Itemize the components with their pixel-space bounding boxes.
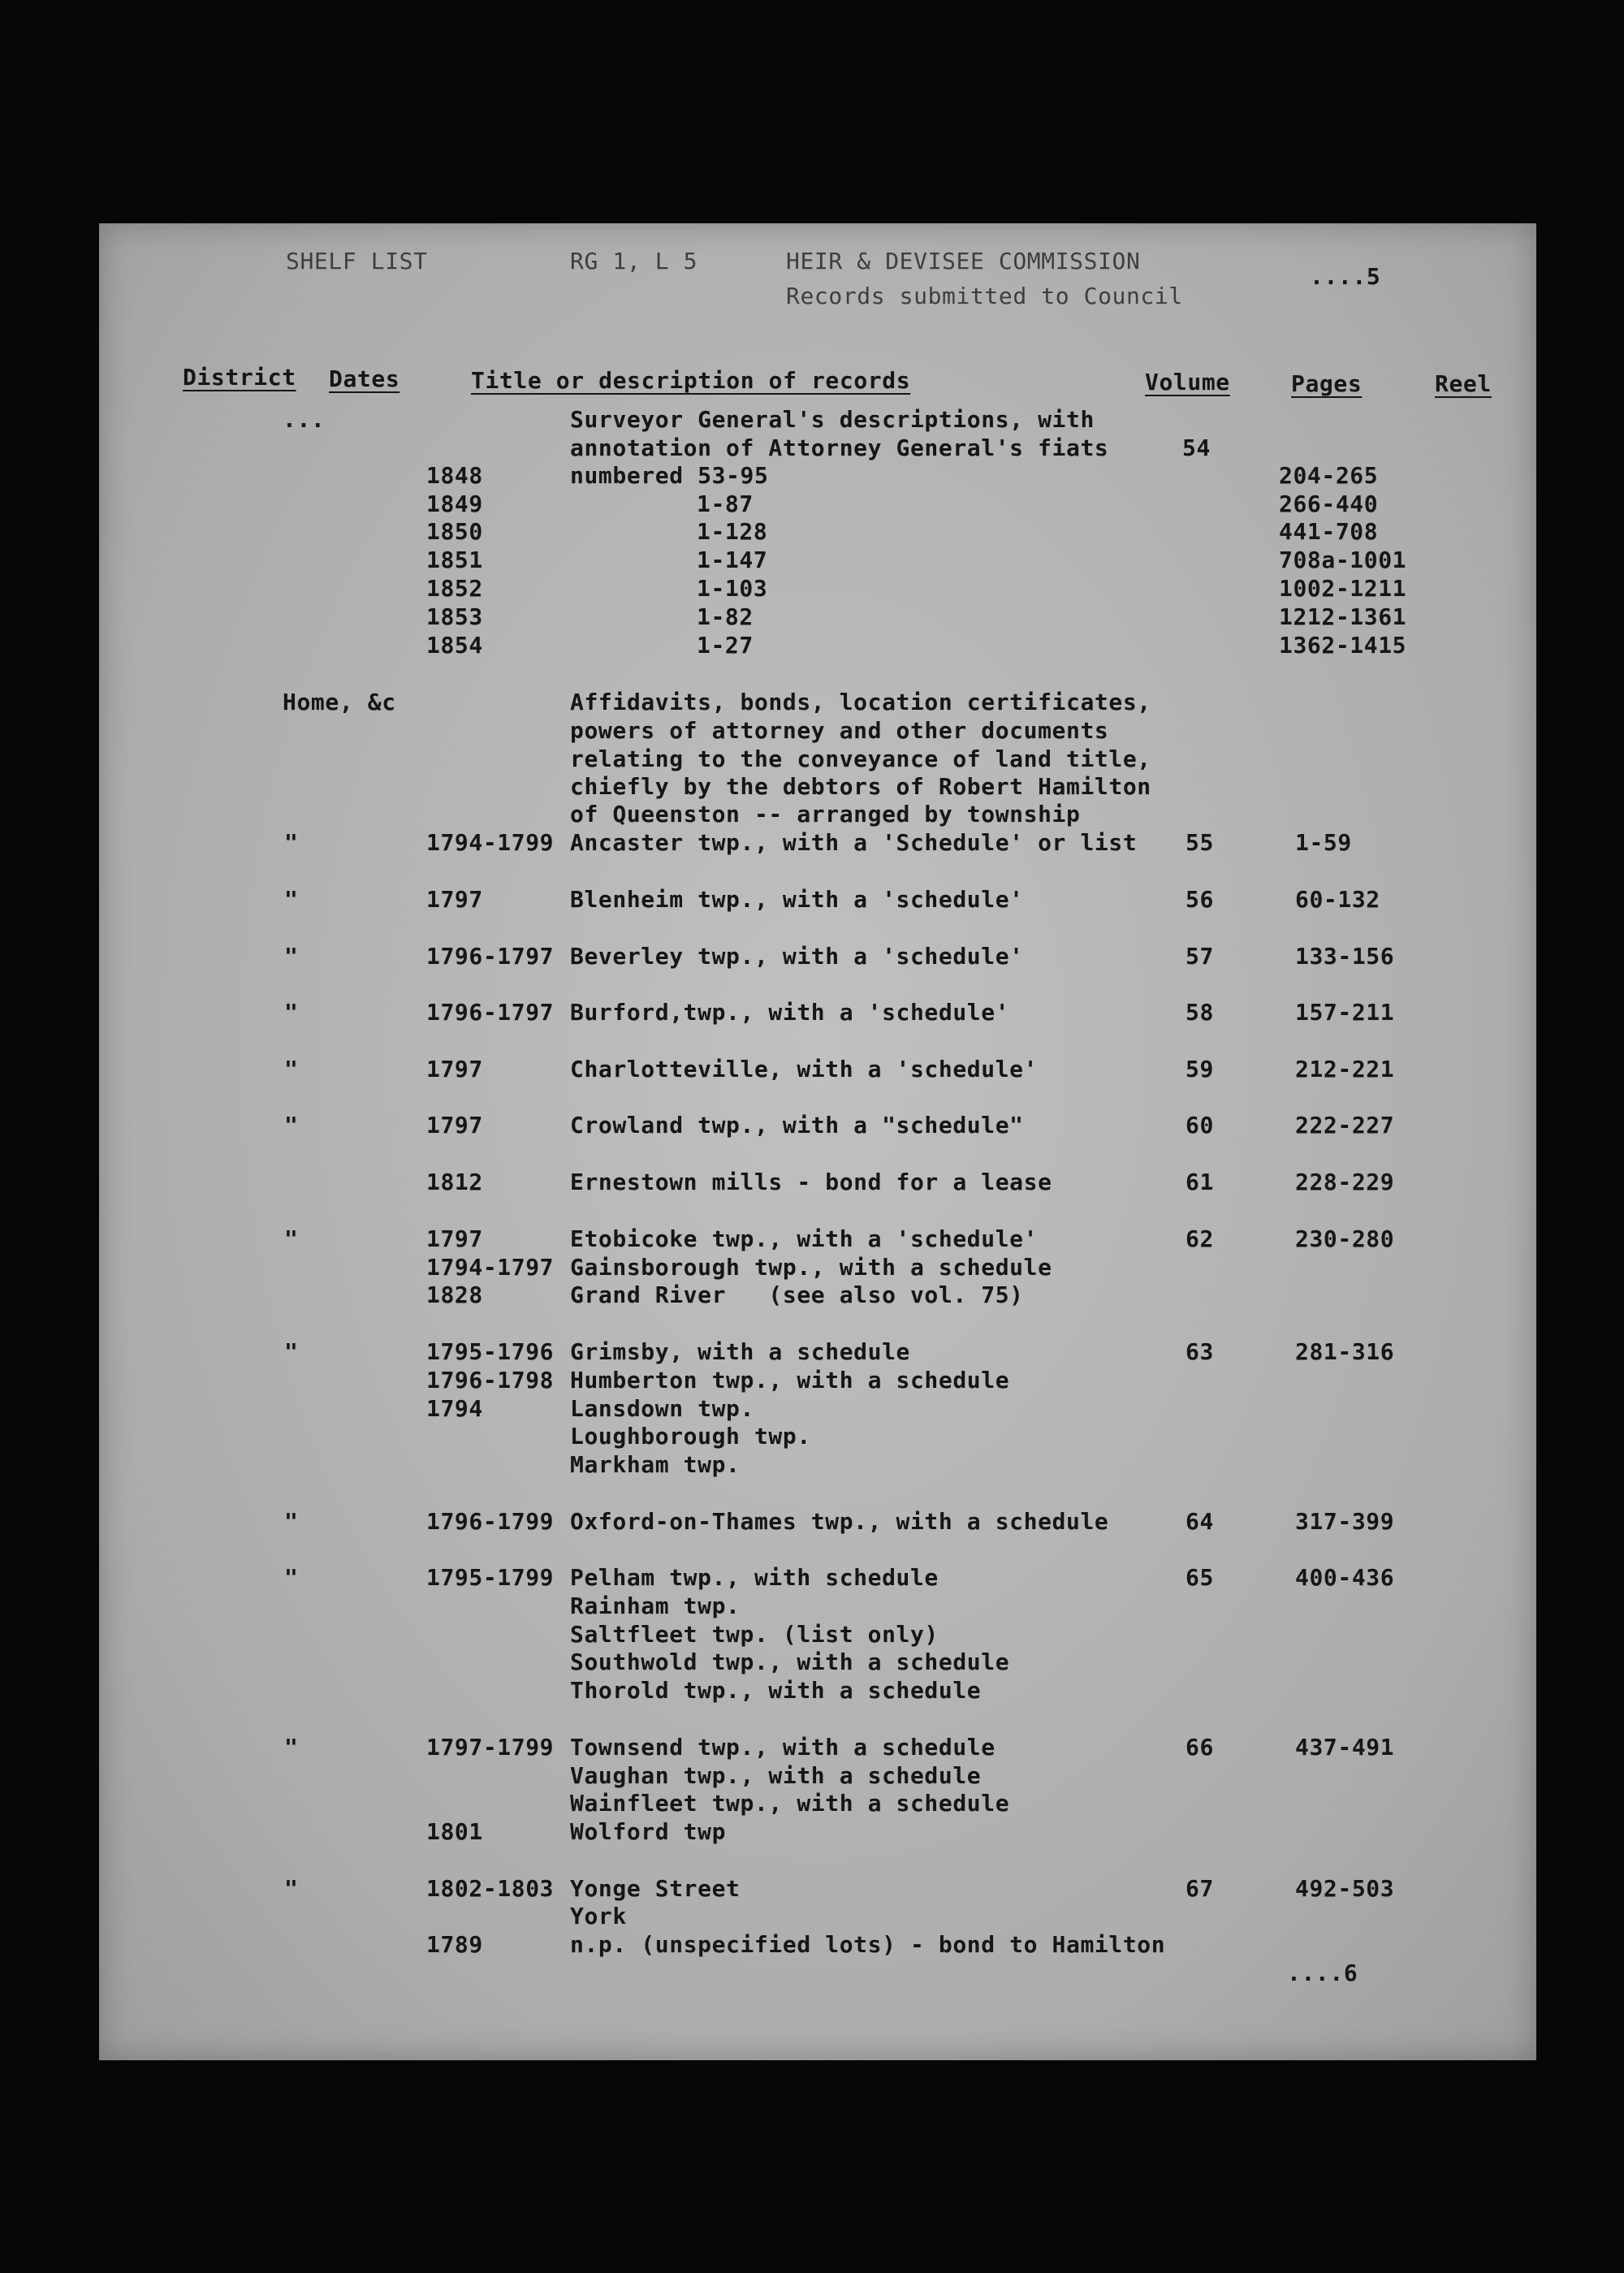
title-cell: Grimsby, with a schedule [570,1338,910,1365]
pages-cell: 222-227 [1295,1112,1395,1139]
date-cell: 1850 [426,518,483,545]
date-cell: 1796-1798 [426,1367,555,1394]
pages-cell: 204-265 [1279,462,1379,489]
date-cell: 1797 [426,1225,483,1252]
title-cell: 1-128 [697,518,768,545]
volume-cell: 65 [1186,1564,1214,1591]
volume-cell: 56 [1186,886,1214,913]
column-header-dates: Dates [329,365,400,392]
title-cell: Etobicoke twp., with a 'schedule' [570,1225,1039,1252]
pages-cell: 133-156 [1295,943,1395,970]
date-cell: 1796-1797 [426,999,555,1026]
volume-cell: 62 [1186,1225,1214,1252]
title-cell: Markham twp. [570,1451,741,1478]
title-cell: 1-103 [697,575,768,602]
column-header-title: Title or description of records [471,367,911,394]
title-cell: 1-27 [697,632,754,659]
title-cell: Crowland twp., with a "schedule" [570,1112,1024,1139]
column-header-pages: Pages [1291,370,1363,397]
column-header-volume: Volume [1145,369,1230,395]
title-cell: Grand River (see also vol. 75) [570,1281,1024,1308]
ditto-mark: " [284,1734,299,1761]
volume-cell: 60 [1186,1112,1214,1139]
ditto-mark: " [284,1225,299,1252]
pages-cell: 441-708 [1279,518,1379,545]
volume-cell: 63 [1186,1338,1214,1365]
pages-cell: 708a-1001 [1279,547,1407,573]
date-cell: 1852 [426,575,483,602]
document-subtitle: Records submitted to Council [786,283,1183,309]
title-cell: Beverley twp., with a 'schedule' [570,943,1024,970]
pages-cell: 230-280 [1295,1225,1395,1252]
shelf-list-label: SHELF LIST [286,248,428,274]
description-line: relating to the conveyance of land title, [570,745,1151,772]
date-cell: 1794-1797 [426,1254,555,1281]
date-cell: 1797 [426,1112,483,1139]
ditto-mark: " [284,1056,299,1082]
date-cell: 1828 [426,1281,483,1308]
pages-cell: 1212-1361 [1279,603,1407,630]
title-cell: Burford,twp., with a 'schedule' [570,999,1010,1026]
pages-cell: 1362-1415 [1279,632,1407,659]
pages-cell: 1002-1211 [1279,575,1407,602]
ditto-mark: " [284,943,299,970]
title-cell: Blenheim twp., with a 'schedule' [570,886,1024,913]
volume-cell: 67 [1186,1875,1214,1902]
ditto-mark: " [284,999,299,1026]
date-cell: 1796-1799 [426,1508,555,1535]
date-cell: 1851 [426,547,483,573]
title-cell: Gainsborough twp., with a schedule [570,1254,1052,1281]
title-cell: Thorold twp., with a schedule [570,1677,982,1704]
date-cell: 1796-1797 [426,943,555,970]
title-cell: Pelham twp., with schedule [570,1564,939,1591]
volume-cell: 54 [1182,434,1211,461]
title-cell: Saltfleet twp. (list only) [570,1621,939,1648]
date-cell: 1797 [426,886,483,913]
ditto-mark: " [284,1112,299,1139]
ditto-mark: " [284,1564,299,1591]
pages-cell: 281-316 [1295,1338,1395,1365]
ditto-mark: " [284,1508,299,1535]
title-cell: n.p. (unspecified lots) - bond to Hamilton [570,1931,1166,1958]
volume-cell: 59 [1186,1056,1214,1082]
title-cell: Wainfleet twp., with a schedule [570,1790,1010,1817]
title-cell: 1-82 [697,603,754,630]
title-cell: Rainham twp. [570,1592,741,1619]
title-cell: Ernestown mills - bond for a lease [570,1169,1052,1195]
column-header-reel: Reel [1435,370,1492,397]
column-header-district: District [183,364,296,391]
volume-cell: 58 [1186,999,1214,1026]
volume-cell: 57 [1186,943,1214,970]
pages-cell: 1-59 [1295,829,1352,856]
title-cell: Wolford twp [570,1818,727,1845]
title-cell: Vaughan twp., with a schedule [570,1762,982,1789]
title-cell: Oxford-on-Thames twp., with a schedule [570,1508,1109,1535]
title-cell: Charlotteville, with a 'schedule' [570,1056,1039,1082]
title-cell: Townsend twp., with a schedule [570,1734,996,1761]
ditto-mark: " [284,829,299,856]
title-cell: Humberton twp., with a schedule [570,1367,1010,1394]
title-cell: 1-87 [697,490,754,517]
pages-cell: 317-399 [1295,1508,1395,1535]
title-cell: numbered 53-95 [570,462,769,489]
date-cell: 1854 [426,632,483,659]
date-cell: 1797-1799 [426,1734,555,1761]
date-cell: 1795-1799 [426,1564,555,1591]
date-cell: 1849 [426,490,483,517]
pages-cell: 60-132 [1295,886,1380,913]
description-line: chiefly by the debtors of Robert Hamilton [570,773,1151,800]
ditto-mark: " [284,1338,299,1365]
description-line: annotation of Attorney General's fiats [570,434,1109,461]
date-cell: 1795-1796 [426,1338,555,1365]
pages-cell: 228-229 [1295,1169,1395,1195]
volume-cell: 55 [1186,829,1214,856]
title-cell: Yonge Street [570,1875,741,1902]
volume-cell: 61 [1186,1169,1214,1195]
title-cell: Southwold twp., with a schedule [570,1649,1010,1675]
commission-title: HEIR & DEVISEE COMMISSION [786,248,1141,274]
page-number: ....5 [1310,263,1381,290]
description-line: Surveyor General's descriptions, with [570,406,1095,433]
ditto-mark: " [284,1875,299,1902]
record-group-ref: RG 1, L 5 [570,248,698,274]
date-cell: 1848 [426,462,483,489]
pages-cell: 437-491 [1295,1734,1395,1761]
title-cell: York [570,1903,627,1929]
pages-cell: 492-503 [1295,1875,1395,1902]
volume-cell: 66 [1186,1734,1214,1761]
date-cell: 1802-1803 [426,1875,555,1902]
pages-cell: 266-440 [1279,490,1379,517]
title-cell: Ancaster twp., with a 'Schedule' or list [570,829,1138,856]
date-cell: 1789 [426,1931,483,1958]
title-cell: Lansdown twp. [570,1395,754,1422]
description-line: powers of attorney and other documents [570,717,1109,744]
description-line: of Queenston -- arranged by township [570,801,1081,828]
pages-cell: 400-436 [1295,1564,1395,1591]
district-cell: ... [283,406,326,433]
volume-cell: 64 [1186,1508,1214,1535]
date-cell: 1801 [426,1818,483,1845]
pages-cell: 212-221 [1295,1056,1395,1082]
date-cell: 1794 [426,1395,483,1422]
title-cell: Loughborough twp. [570,1423,811,1450]
date-cell: 1794-1799 [426,829,555,856]
title-cell: 1-147 [697,547,768,573]
date-cell: 1812 [426,1169,483,1195]
date-cell: 1797 [426,1056,483,1082]
pages-cell: 157-211 [1295,999,1395,1026]
ditto-mark: " [284,886,299,913]
district-cell: Home, &c [283,689,396,715]
date-cell: 1853 [426,603,483,630]
description-line: Affidavits, bonds, location certificates, [570,689,1151,715]
next-page-marker: ....6 [1287,1960,1358,1986]
